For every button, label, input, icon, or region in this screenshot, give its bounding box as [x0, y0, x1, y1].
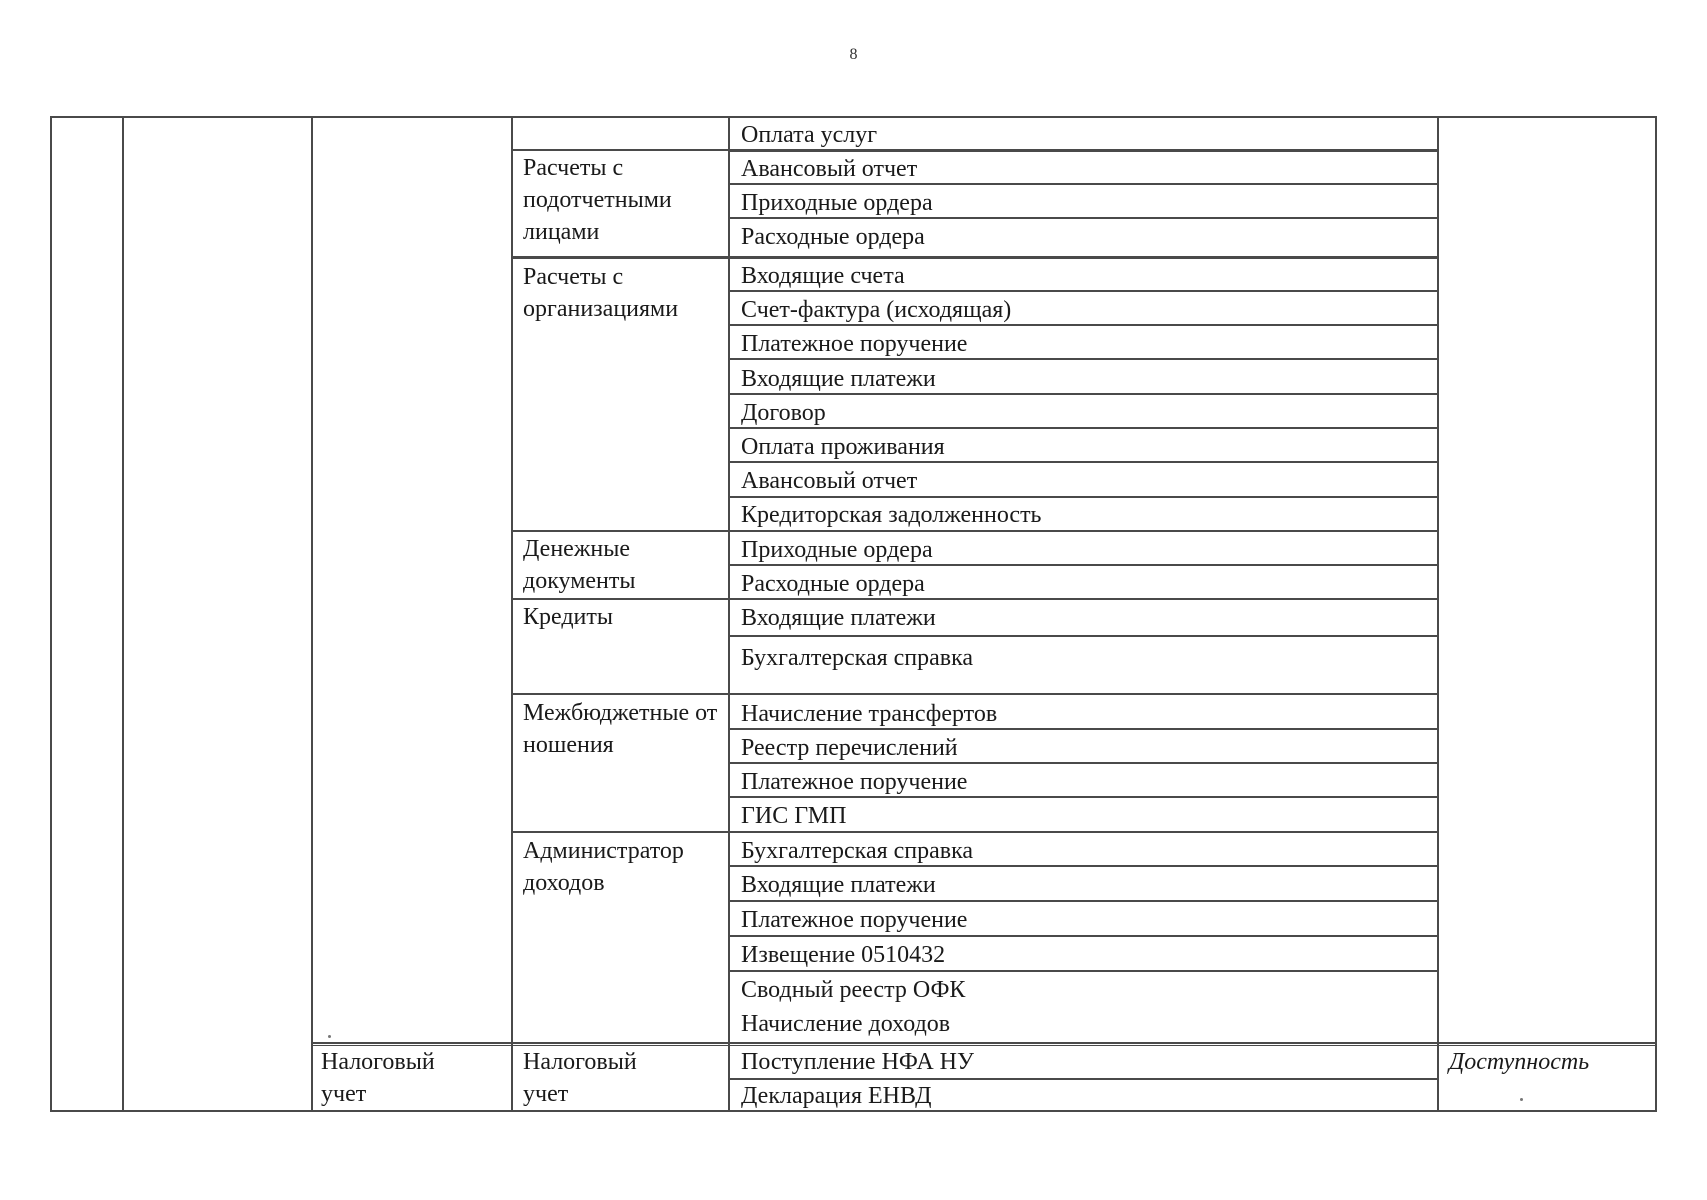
- item-label: Договор: [741, 400, 826, 426]
- property-label: Доступность: [1449, 1049, 1590, 1075]
- item-label: Поступление НФА НУ: [741, 1049, 975, 1075]
- group-label-accountable-persons: Расчеты с подотчетными лицами: [523, 155, 672, 245]
- group-divider: [511, 598, 1439, 600]
- item-label: Сводный реестр ОФК: [741, 977, 966, 1003]
- item-label: ГИС ГМП: [741, 803, 847, 829]
- group-label-credits: Кредиты: [523, 604, 614, 630]
- item-divider: [728, 635, 1439, 637]
- group-label-interbudget: Межбюджетные отношения: [523, 700, 718, 758]
- page-number: 8: [849, 46, 858, 63]
- group-label-cash-documents: Денежные документы: [523, 536, 636, 594]
- item-label: Входящие платежи: [741, 605, 936, 631]
- item-label: Оплата услуг: [741, 122, 878, 148]
- scan-speck: [1520, 1098, 1523, 1101]
- item-label: Счет-фактура (исходящая): [741, 297, 1012, 323]
- tax-subsection-label: Налоговый учет: [523, 1049, 637, 1107]
- item-label: Приходные ордера: [741, 537, 933, 563]
- table-border-left: [50, 116, 52, 1112]
- item-label: Входящие платежи: [741, 366, 936, 392]
- group-divider: [511, 149, 1439, 151]
- group-divider: [511, 693, 1439, 695]
- table-border-right: [1655, 116, 1657, 1112]
- item-label: Платежное поручение: [741, 769, 968, 795]
- item-label: Приходные ордера: [741, 190, 933, 216]
- column-divider-1: [122, 116, 124, 1112]
- item-label: Авансовый отчет: [741, 156, 918, 182]
- item-label: Декларация ЕНВД: [741, 1083, 932, 1109]
- item-label: Оплата проживания: [741, 434, 945, 460]
- group-divider: [511, 258, 1439, 259]
- tax-section-label: Налоговый учет: [321, 1049, 435, 1107]
- item-label: Входящие платежи: [741, 872, 936, 898]
- item-label: Реестр перечислений: [741, 735, 958, 761]
- item-label: Извещение 0510432: [741, 942, 946, 968]
- tax-section-divider: [311, 1042, 1657, 1044]
- item-divider: [728, 427, 1439, 429]
- column-divider-3: [511, 116, 513, 1112]
- item-label: Кредиторская задолженность: [741, 502, 1042, 528]
- item-label: Бухгалтерская справка: [741, 645, 974, 671]
- column-divider-2: [311, 116, 313, 1112]
- group-divider: [511, 831, 1439, 833]
- table-border-top: [50, 116, 1657, 118]
- item-divider: [728, 151, 1439, 152]
- item-label: Начисление трансфертов: [741, 701, 998, 727]
- item-label: Бухгалтерская справка: [741, 838, 974, 864]
- item-label: Платежное поручение: [741, 331, 968, 357]
- item-label: Платежное поручение: [741, 907, 968, 933]
- column-divider-4: [728, 116, 730, 1112]
- item-label: Расходные ордера: [741, 224, 925, 250]
- group-label-revenue-admin: Администратор доходов: [523, 838, 684, 896]
- column-divider-5: [1437, 116, 1439, 1112]
- item-label: Авансовый отчет: [741, 468, 918, 494]
- item-label: Входящие счета: [741, 263, 905, 289]
- item-label: Начисление доходов: [741, 1011, 951, 1037]
- group-label-organizations: Расчеты с организациями: [523, 264, 679, 322]
- scan-speck: [328, 1035, 331, 1038]
- item-label: Расходные ордера: [741, 571, 925, 597]
